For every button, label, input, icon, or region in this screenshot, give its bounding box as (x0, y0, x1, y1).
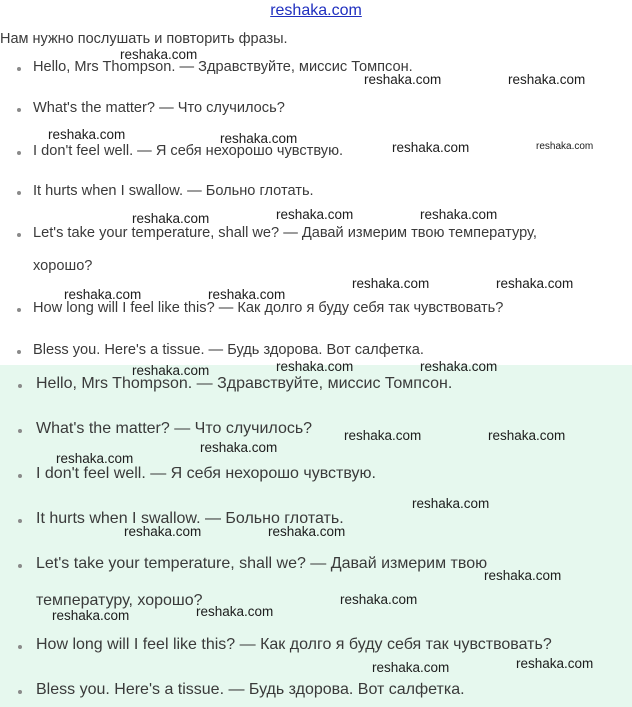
watermark: reshaka.com (420, 359, 498, 374)
intro-text: Нам нужно послушать и повторить фразы. (0, 31, 288, 47)
watermark: reshaka.com (372, 660, 450, 675)
watermark: reshaka.com (132, 363, 210, 378)
bullet-icon (18, 429, 22, 433)
watermark: reshaka.com (48, 127, 126, 142)
bullet-icon (18, 564, 22, 568)
watermark: reshaka.com (196, 604, 274, 619)
bullet-icon (18, 519, 22, 523)
watermark: reshaka.com (340, 592, 418, 607)
bullet-icon (17, 308, 21, 312)
phrase-text: Let's take your temperature, shall we? — Давай измерим твою (36, 555, 488, 572)
watermark: reshaka.com (536, 141, 594, 152)
watermark: reshaka.com (64, 287, 142, 302)
phrase-text: Let's take your temperature, shall we? — Давай измерим твою температуру, (33, 225, 537, 241)
bullet-icon (18, 690, 22, 694)
watermark: reshaka.com (52, 608, 130, 623)
phrase-continuation: хорошо? (33, 258, 93, 274)
phrase-text: How long will I feel like this? — Как долго я буду себя так чувствовать? (36, 636, 552, 653)
phrase-text: It hurts when I swallow. — Больно глотать. (33, 183, 314, 199)
watermark: reshaka.com (268, 524, 346, 539)
phrase-text: I don't feel well. — Я себя нехорошо чувствую. (33, 143, 344, 159)
phrase-text: Bless you. Here's a tissue. — Будь здорова. Вот салфетка. (33, 342, 424, 358)
watermark: reshaka.com (420, 207, 498, 222)
watermark: reshaka.com (124, 524, 202, 539)
watermark: reshaka.com (56, 451, 134, 466)
bullet-icon (17, 233, 21, 237)
watermark: reshaka.com (120, 47, 198, 62)
phrase-text: What's the matter? — Что случилось? (36, 420, 313, 437)
site-title-link[interactable]: reshaka.com (270, 2, 362, 19)
watermark: reshaka.com (392, 140, 470, 155)
watermark: reshaka.com (516, 656, 594, 671)
watermark: reshaka.com (344, 428, 422, 443)
watermark: reshaka.com (276, 359, 354, 374)
bullet-icon (17, 350, 21, 354)
watermark: reshaka.com (208, 287, 286, 302)
bullet-icon (17, 191, 21, 195)
bullet-icon (18, 645, 22, 649)
watermark: reshaka.com (220, 131, 298, 146)
watermark: reshaka.com (364, 72, 442, 87)
bullet-icon (17, 108, 21, 112)
watermark: reshaka.com (132, 211, 210, 226)
watermark: reshaka.com (496, 276, 574, 291)
phrase-text: Hello, Mrs Thompson. — Здравствуйте, миссис Томпсон. (36, 375, 453, 392)
watermark: reshaka.com (276, 207, 354, 222)
phrase-text: How long will I feel like this? — Как долго я буду себя так чувствовать? (33, 300, 504, 316)
watermark: reshaka.com (488, 428, 566, 443)
watermark: reshaka.com (352, 276, 430, 291)
watermark: reshaka.com (508, 72, 586, 87)
phrase-text: What's the matter? — Что случилось? (33, 100, 285, 116)
bullet-icon (17, 151, 21, 155)
bullet-icon (18, 384, 22, 388)
phrase-continuation: температуру, хорошо? (36, 592, 203, 609)
phrase-text: It hurts when I swallow. — Больно глотать. (36, 510, 344, 527)
phrase-text: I don't feel well. — Я себя нехорошо чувствую. (36, 465, 376, 482)
bullet-icon (18, 474, 22, 478)
watermark: reshaka.com (484, 568, 562, 583)
watermark: reshaka.com (412, 496, 490, 511)
bullet-icon (17, 67, 21, 71)
watermark: reshaka.com (200, 440, 278, 455)
phrase-text: Bless you. Here's a tissue. — Будь здорова. Вот салфетка. (36, 681, 465, 698)
phrase-text: Hello, Mrs Thompson. — Здравствуйте, миссис Томпсон. (33, 59, 413, 75)
